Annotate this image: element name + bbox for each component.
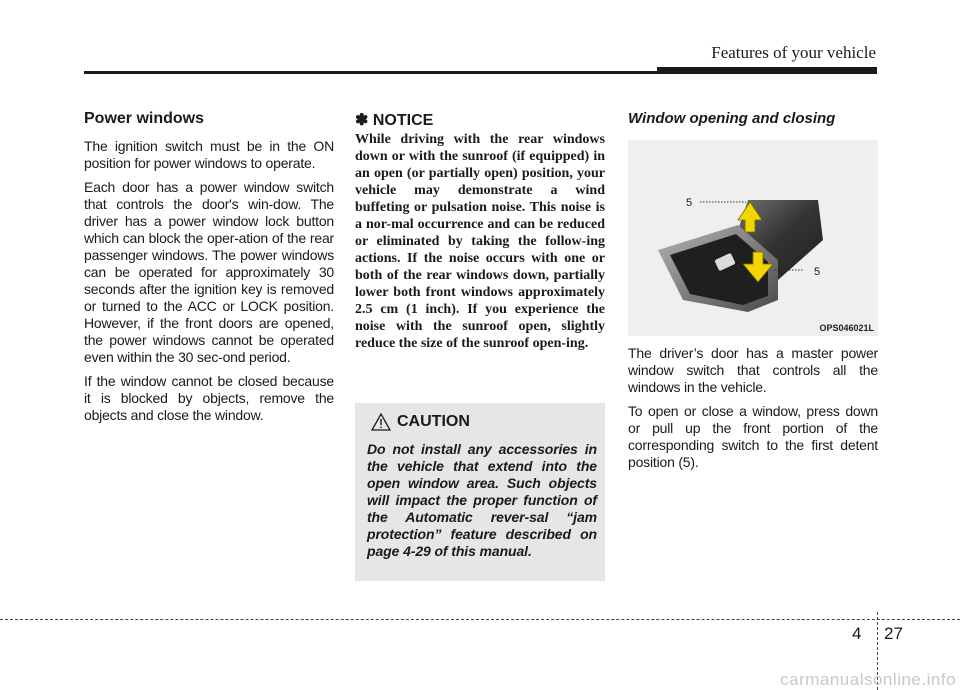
power-windows-paragraph: The ignition switch must be in the ON position for power windows to operate.	[84, 138, 334, 171]
window-switch-figure	[628, 140, 878, 336]
notice-title: ✽ NOTICE	[355, 112, 434, 129]
caution-box	[355, 403, 605, 581]
figure-label-down: 5	[814, 266, 821, 278]
window-opening-paragraph: The driver’s door has a master power window switch that controls all the windows in the vehicle.	[628, 345, 878, 395]
header-rule-accent	[657, 67, 877, 74]
power-windows-paragraph: Each door has a power window switch that controls the door's win-dow. The driver has a power window lock button which can block the oper-ation of the rear passenger windows. The power windows can be operated for approximately 30 seconds after the ignition key is removed or turned to the ACC or LOCK position. However, if the front doors are opened, the power windows cannot be operated even within the 30 sec-ond period.	[84, 179, 334, 365]
page-header-title: Features of your vehicle	[711, 43, 876, 62]
page-number: 27	[884, 624, 903, 643]
window-switch-illustration	[628, 140, 878, 336]
caution-text: Do not install any accessories in the vehicle that extend into the open window area. Such objects will impact the proper function of the Automatic rever-sal “jam protection” feature described on page 4-29 of this manual.	[367, 441, 597, 559]
window-opening-heading: Window opening and closing	[628, 110, 836, 127]
caution-header	[371, 409, 597, 435]
figure-label-up: 5	[686, 197, 693, 209]
notice-text: While driving with the rear windows down or with the sunroof (if equipped) in an open (or partially open) position, your vehicle may demonstrate a wind buffeting or pulsation noise. This noise is a nor-mal occurrence and can be reduced or eliminated by taking the follow-ing actions. If the noise occurs with one or both of the rear windows down, partially lower both front windows approximately 2.5 cm (1 inch). If you experience the noise with the sunroof open, slightly reduce the size of the sunroof open-ing.	[355, 132, 605, 351]
window-opening-paragraph: To open or close a window, press down or pull up the front portion of the corresponding switch to the first detent position (5).	[628, 403, 878, 470]
notice-section	[355, 110, 605, 352]
footer-divider	[0, 619, 960, 620]
power-windows-section	[84, 110, 334, 431]
figure-caption: OPS046021L	[819, 323, 874, 333]
caution-label: CAUTION	[397, 413, 470, 430]
watermark: carmanualsonline.info	[780, 670, 956, 689]
chapter-number: 4	[852, 624, 862, 643]
power-windows-paragraph: If the window cannot be closed because it is blocked by objects, remove the objects and close the window.	[84, 373, 334, 423]
window-opening-heading-wrap	[628, 110, 878, 141]
warning-triangle-icon	[371, 413, 391, 431]
window-opening-text	[628, 345, 878, 478]
power-windows-heading: Power windows	[84, 110, 205, 127]
